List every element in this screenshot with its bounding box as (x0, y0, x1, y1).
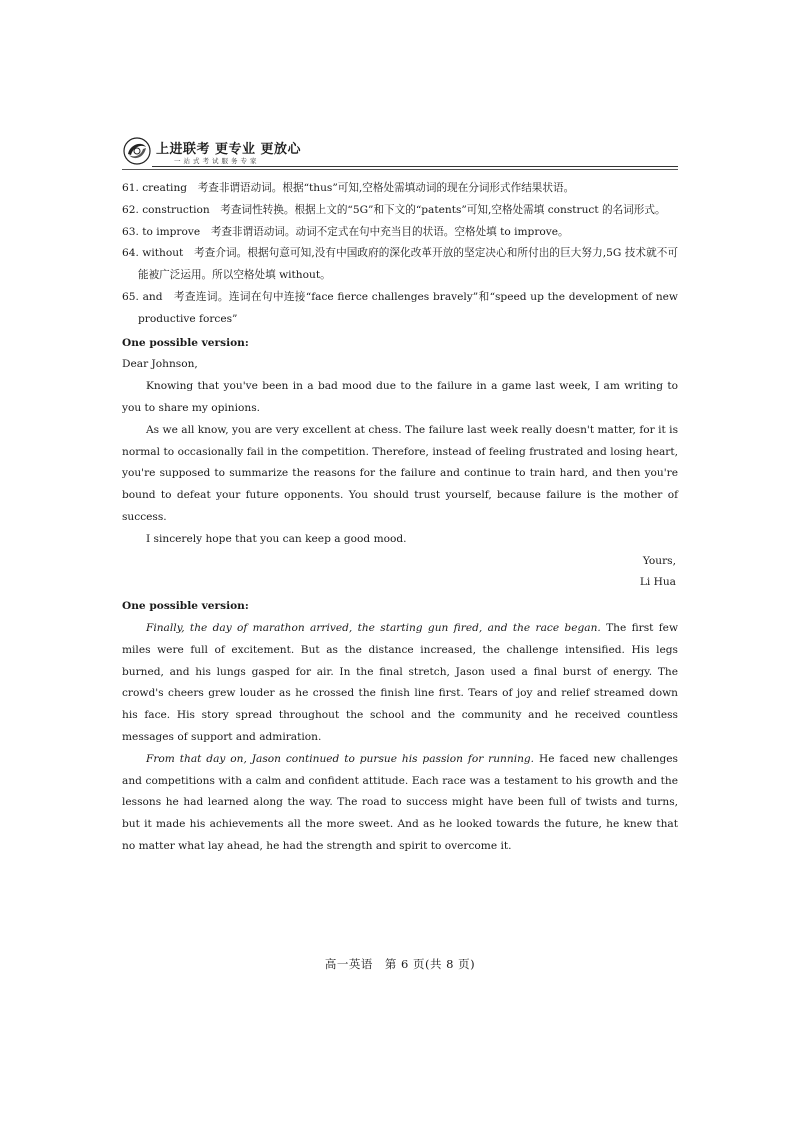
story-p2-body: He faced new challenges and competitions with a calm and confident attitude. Each race was a testament to his growth and the lessons he had learned along the way. The road to success might have been full of twists and turns, but it made his achievements all the more sweet. And as he looked towards the future, he knew that no matter what lay ahead, he had the strength and spirit to overcome it. (122, 752, 678, 852)
story-p1-body: The first few miles were full of excitement. But as the distance increased, the challenge intensified. His legs burned, and his lungs gasped for air. In the final stretch, Jason used a final burst of energy. The crowd's cheers grew louder as he crossed the finish line first. Tears of joy and relief streamed down his face. His story spread throughout the school and the community and he received countless messages of support and admiration. (122, 621, 679, 743)
answer-65: 65. and 考查连词。连词在句中连接“face fierce challenges bravely”和“speed up the development of new productive forces” (122, 290, 678, 325)
story-p2-lead: From that day on, Jason continued to pursue his passion for running. (146, 752, 535, 765)
brand-title: 上进联考 更专业 更放心 (156, 142, 302, 157)
story-version-heading: One possible version: (122, 600, 249, 613)
header-rule-thin (122, 169, 678, 170)
answer-61: 61. creating 考查非谓语动词。根据“thus”可知,空格处需填动词的现在分词形式作结果状语。 (122, 182, 575, 194)
answer-content (122, 178, 678, 858)
answer-64: 64. without 考查介词。根据句意可知,没有中国政府的深化改革开放的坚定决心和所付出的巨大努力,5G 技术就不可能被广泛运用。所以空格处填 without。 (122, 247, 678, 282)
letter-version-heading: One possible version: (122, 336, 249, 349)
letter-paragraph-2: As we all know, you are very excellent at chess. The failure last week really doesn't matter, for it is normal to occasionally fail in the competition. Therefore, instead of feeling frustrated and losing heart, you're supposed to summarize the reasons for the failure and continue to train hard, and then you're bound to defeat your future opponents. You should trust yourself, because failure is the mother of success. (122, 423, 678, 523)
answer-63: 63. to improve 考查非谓语动词。动词不定式在句中充当目的状语。空格处填 to improve。 (122, 225, 569, 238)
letter-paragraph-1: Knowing that you've been in a bad mood due to the failure in a game last week, I am writing to you to share my opinions. (122, 380, 678, 414)
letter-signature: Li Hua (639, 576, 676, 589)
page-header (122, 136, 678, 172)
header-rule (152, 166, 678, 167)
swirl-logo-icon (122, 136, 152, 166)
letter-salutation: Dear Johnson, (122, 358, 198, 371)
brand-subtitle: 一站式考试服务专家 (174, 157, 260, 165)
story-p1-lead: Finally, the day of marathon arrived, the starting gun fired, and the race began. (146, 621, 601, 634)
page-footer: 高一英语 第 6 页(共 8 页) (324, 957, 476, 971)
letter-closing: Yours, (642, 554, 676, 567)
story-paragraph-2 (122, 749, 678, 858)
story-paragraph-1 (122, 618, 678, 749)
letter-paragraph-3: I sincerely hope that you can keep a good mood. (146, 532, 407, 545)
answer-62: 62. construction 考查词性转换。根据上文的“5G”和下文的“patents”可知,空格处需填 construct 的名词形式。 (122, 203, 666, 216)
